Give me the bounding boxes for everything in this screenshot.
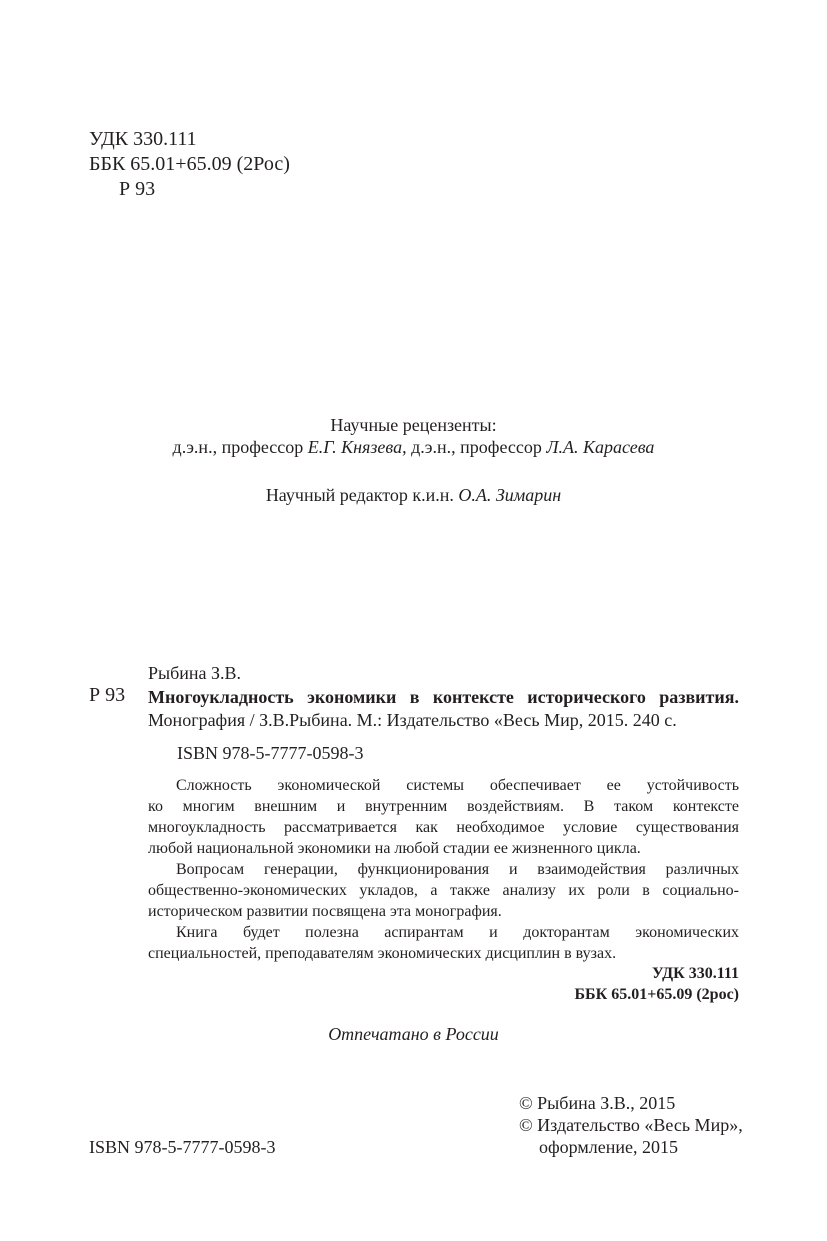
bottom-isbn: ISBN 978-5-7777-0598-3 <box>89 1137 276 1157</box>
udk-code: УДК 330.111 <box>89 128 197 150</box>
reviewer-prefix-1: д.э.н., профессор <box>172 437 308 457</box>
editor-prefix: Научный редактор к.и.н. <box>265 485 459 505</box>
abstract-line: ко многим внешним и внутренним воздействиям. В таком контексте <box>148 798 739 815</box>
card-imprint: Монография / З.В.Рыбина. М.: Издательство «Весь Мир, 2015. 240 с. <box>148 710 677 730</box>
reviewers-line <box>0 435 827 459</box>
abstract-line: специальностей, преподавателям экономических дисциплин в вузах. <box>148 945 617 962</box>
reviewer-name-2: Л.А. Карасева <box>546 437 655 457</box>
abstract-line: Вопросам генерации, функционирования и взаимодействия различных <box>176 861 739 878</box>
bbk-code: ББК 65.01+65.09 (2Рос) <box>89 153 290 175</box>
printed-in-russia: Отпечатано в России <box>328 1024 499 1044</box>
card-bbk: ББК 65.01+65.09 (2рос) <box>574 986 739 1003</box>
editor-name: О.А. Зимарин <box>458 485 562 505</box>
copyright-design: оформление, 2015 <box>539 1137 679 1157</box>
reviewer-prefix-2: , д.э.н., профессор <box>402 437 547 457</box>
reviewers-heading: Научные рецензенты: <box>330 415 497 435</box>
abstract-line: Книга будет полезна аспирантам и докторантам экономических <box>176 924 739 941</box>
author-mark: Р 93 <box>119 178 156 200</box>
abstract-line: многоукладность рассматривается как необходимое условие существования <box>148 819 739 836</box>
reviewer-name-1: Е.Г. Князева <box>307 437 403 457</box>
card-isbn: ISBN 978-5-7777-0598-3 <box>177 743 364 763</box>
abstract-line: любой национальной экономики на любой стадии ее жизненного цикла. <box>148 840 641 857</box>
card-author-mark: Р 93 <box>89 684 126 706</box>
card-udk: УДК 330.111 <box>652 965 739 982</box>
card-abstract <box>148 775 739 964</box>
abstract-line: историческом развитии посвящена эта монография. <box>148 903 502 920</box>
card-author: Рыбина З.В. <box>148 663 242 683</box>
copyright-author: © Рыбина З.В., 2015 <box>519 1093 676 1113</box>
abstract-line: Сложность экономической системы обеспечивает ее устойчивость <box>176 777 739 794</box>
copyright-publisher: © Издательство «Весь Мир», <box>519 1115 743 1135</box>
abstract-line: общественно-экономических укладов, а также анализу их роли в социально- <box>148 882 739 899</box>
scientific-editor <box>0 483 827 507</box>
card-title: Многоукладность экономики в контексте исторического развития. <box>148 687 739 707</box>
